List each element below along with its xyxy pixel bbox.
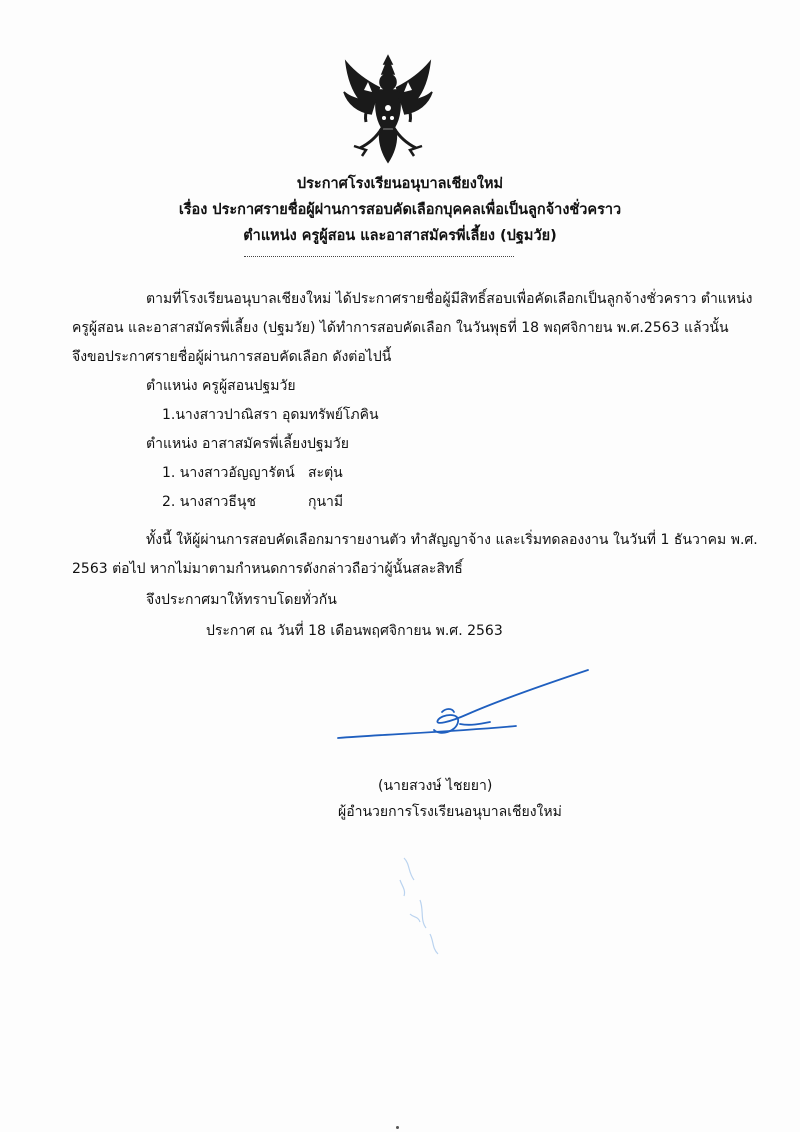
paragraph1-line: ตามที่โรงเรียนอนุบาลเชียงใหม่ ได้ประกาศรายชื่อผู้มีสิทธิ์สอบเพื่อคัดเลือกเป็นลูกจ้างชั่วคราว ตำแหน่ง [146, 291, 753, 307]
document-positions: ตำแหน่ง ครูผู้สอน และอาสาสมัครพี่เลี้ยง (ปฐมวัย) [243, 228, 557, 244]
signatory-title: ผู้อำนวยการโรงเรียนอนุบาลเชียงใหม่ [338, 804, 562, 820]
signatory-name: (นายสวงษ์ ไชยยา) [378, 778, 493, 794]
paragraph1-line: ครูผู้สอน และอาสาสมัครพี่เลี้ยง (ปฐมวัย) ได้ทำการสอบคัดเลือก ในวันพุธที่ 18 พฤศจิกายน พ.ศ.2563 แล้วนั้น [72, 320, 729, 336]
header-divider [244, 256, 514, 257]
paragraph2-line: ทั้งนี้ ให้ผู้ผ่านการสอบคัดเลือกมารายงานตัว ทำสัญญาจ้าง และเริ่มทดลองงาน ในวันที่ 1 ธันวาคม พ.ศ. [146, 532, 758, 548]
position-label: ตำแหน่ง ครูผู้สอนปฐมวัย [146, 378, 296, 394]
closing-line: จึงประกาศมาให้ทราบโดยทั่วกัน [146, 592, 337, 608]
candidate-last-name: สะตุ่น [308, 465, 343, 481]
document-subject: เรื่อง ประกาศรายชื่อผู้ผ่านการสอบคัดเลือกบุคคลเพื่อเป็นลูกจ้างชั่วคราว [178, 202, 622, 218]
candidate-first-name: 2. นางสาวธีนุช [162, 494, 256, 510]
handwritten-signature [330, 660, 600, 750]
candidate-first-name: 1. นางสาวอัญญารัตน์ [162, 465, 295, 481]
page-dot [396, 1126, 399, 1129]
garuda-emblem-icon [338, 52, 438, 164]
position-label: ตำแหน่ง อาสาสมัครพี่เลี้ยงปฐมวัย [146, 436, 349, 452]
document-title: ประกาศโรงเรียนอนุบาลเชียงใหม่ [296, 176, 504, 192]
paragraph2-line: 2563 ต่อไป หากไม่มาตามกำหนดการดังกล่าวถือว่าผู้นั้นสละสิทธิ์ [72, 561, 463, 577]
faded-stamp-mark [390, 850, 460, 960]
paragraph1-line: จึงขอประกาศรายชื่อผู้ผ่านการสอบคัดเลือก ดังต่อไปนี้ [72, 349, 392, 365]
candidate-last-name: กุนามี [308, 494, 344, 510]
candidate-name: 1.นางสาวปาณิสรา อุดมทรัพย์โภคิน [162, 407, 379, 423]
announcement-date: ประกาศ ณ วันที่ 18 เดือนพฤศจิกายน พ.ศ. 2563 [206, 623, 503, 639]
